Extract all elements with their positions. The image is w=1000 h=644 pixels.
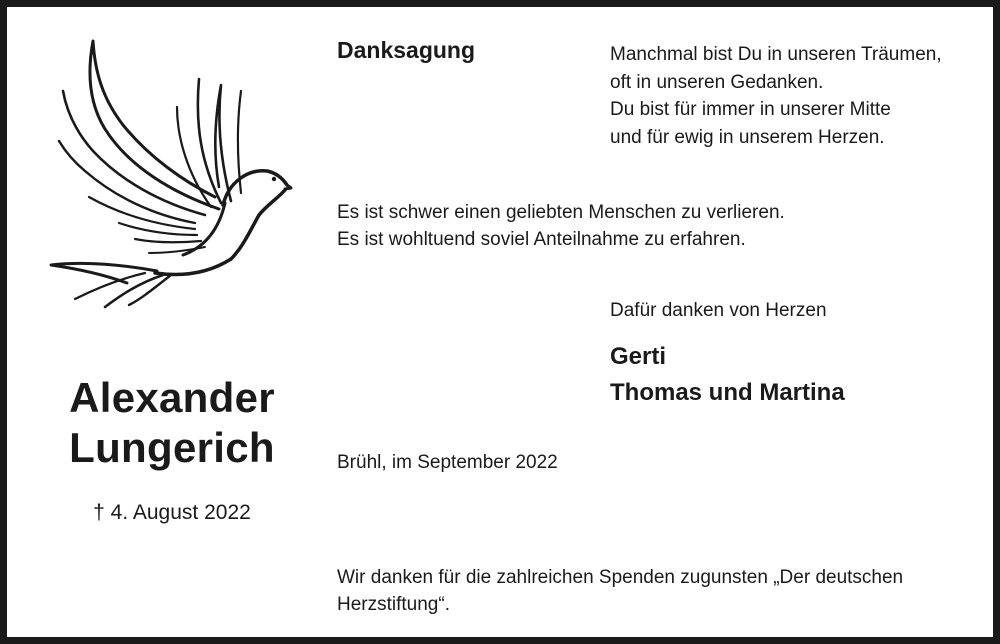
place-date: Brühl, im September 2022 [337, 452, 558, 473]
donation-note: Wir danken für die zahlreichen Spenden zugunsten „Der deutschen Herzstiftung“. [337, 567, 904, 615]
statement-line: Es ist wohltuend soviel Anteilnahme zu erfahren. [337, 229, 746, 250]
signers [610, 339, 845, 411]
poem-line: Manchmal bist Du in unseren Träumen, [610, 44, 942, 65]
thanks-line: Dafür danken von Herzen [610, 300, 827, 321]
dove-icon [45, 33, 295, 313]
poem-line: oft in unseren Gedanken. [610, 71, 824, 93]
notice-heading: Danksagung [337, 37, 476, 63]
poem-line: Du bist für immer in unserer Mitte [610, 99, 891, 120]
death-date: † 4. August 2022 [93, 501, 251, 524]
statement-line: Es ist schwer einen geliebten Menschen zu verlieren. [337, 202, 785, 223]
statement [337, 199, 785, 253]
poem-line: und für ewig in unserem Herzen. [610, 126, 885, 148]
poem [610, 41, 942, 151]
signer-name: Gerti [610, 343, 667, 370]
deceased-name [37, 373, 307, 473]
deceased-last-name: Lungerich [69, 424, 275, 471]
deceased-first-name: Alexander [69, 374, 275, 421]
signer-name: Thomas und Martina [610, 379, 845, 406]
